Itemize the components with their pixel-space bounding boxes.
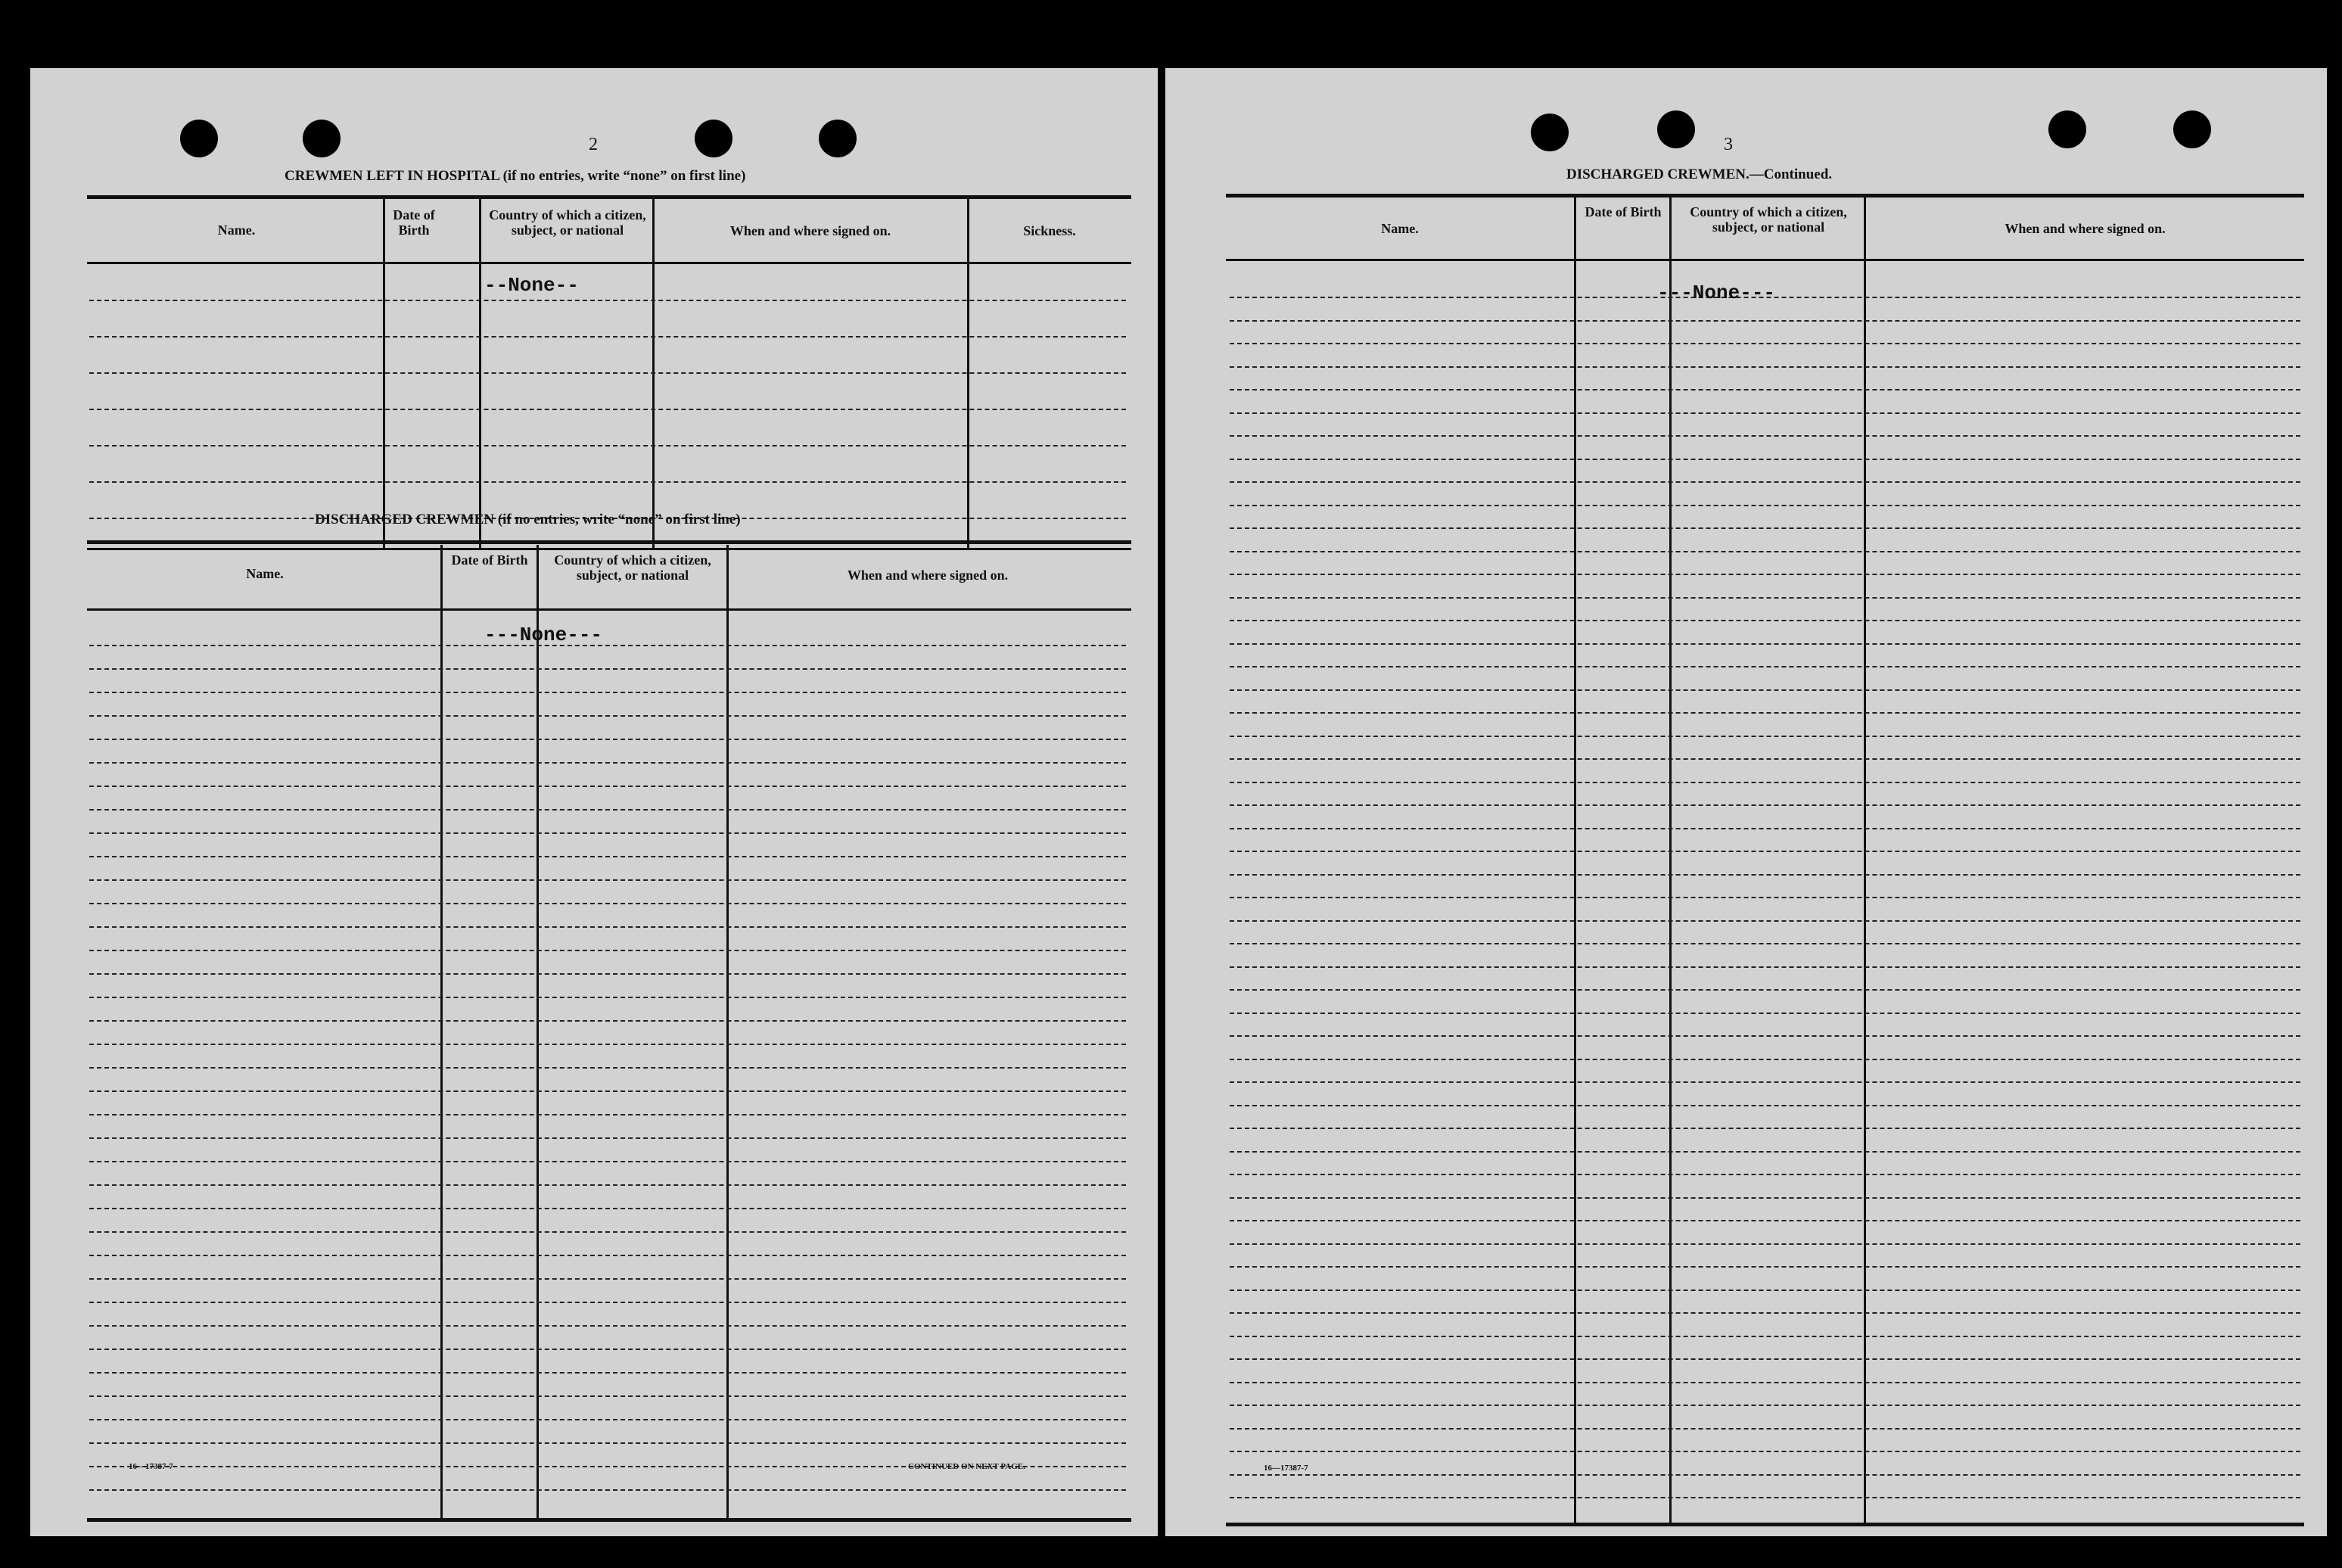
- entry-line: [89, 950, 1126, 951]
- entry-line: [89, 445, 1126, 446]
- typed-none-entry: ---None---: [484, 624, 603, 646]
- column-header-signed-on: When and where signed on.: [847, 568, 1009, 583]
- entry-line: [89, 372, 1126, 374]
- entry-line: [1230, 481, 2300, 483]
- entry-line: [1230, 874, 2300, 876]
- typed-none-entry: --None--: [484, 274, 579, 297]
- entry-line: [1230, 643, 2300, 645]
- entry-line: [1230, 1312, 2300, 1314]
- entry-line: [89, 1302, 1126, 1303]
- entry-line: [89, 336, 1126, 338]
- punch-hole: [1531, 114, 1569, 151]
- punch-hole: [1657, 110, 1695, 148]
- entry-line: [1230, 1451, 2300, 1452]
- entry-line: [1230, 1197, 2300, 1199]
- entry-line: [1230, 828, 2300, 829]
- column-header-name: Name.: [1381, 221, 1419, 236]
- entry-line: [1230, 804, 2300, 806]
- entry-line: [89, 645, 1126, 646]
- column-header-country: Country of which a citizen, subject, or national: [489, 207, 646, 238]
- table-top-rule: [1226, 194, 2304, 198]
- entry-line: [1230, 989, 2300, 991]
- entry-line: [89, 1325, 1126, 1327]
- entry-line: [89, 1419, 1126, 1420]
- punch-hole: [695, 120, 732, 157]
- entry-line: [1230, 966, 2300, 968]
- entry-line: [1230, 1105, 2300, 1106]
- punch-hole: [303, 120, 341, 157]
- column-header-name: Name.: [217, 222, 256, 238]
- entry-line: [89, 1395, 1126, 1397]
- form-number: 16—17387-7: [129, 1462, 173, 1471]
- entry-line: [89, 715, 1126, 717]
- entry-line: [1230, 758, 2300, 760]
- column-header-signed-on: When and where signed on.: [729, 223, 891, 238]
- entry-line: [89, 1044, 1126, 1045]
- entry-line: [1230, 1474, 2300, 1476]
- entry-line: [89, 762, 1126, 764]
- entry-line: [1230, 1382, 2300, 1383]
- entry-line: [89, 668, 1126, 670]
- entry-line: [1230, 343, 2300, 344]
- column-header-country: Country of which a citizen, subject, or national: [554, 552, 711, 583]
- column-header-country: Country of which a citizen, subject, or national: [1690, 204, 1847, 235]
- entry-line: [1230, 1266, 2300, 1268]
- entry-line: [1230, 320, 2300, 322]
- entry-line: [89, 1137, 1126, 1139]
- entry-line: [1230, 597, 2300, 599]
- page-number: 3: [1724, 135, 1733, 154]
- entry-line: [89, 300, 1126, 301]
- entry-line: [1230, 920, 2300, 922]
- entry-line: [89, 1442, 1126, 1444]
- column-header-date-of-birth: Date of Birth: [393, 207, 435, 238]
- entry-line: [89, 1184, 1126, 1186]
- typed-none-entry: ---None---: [1657, 282, 1776, 304]
- entry-line: [89, 1161, 1126, 1162]
- entry-line: [1230, 1035, 2300, 1037]
- discharged-continued-title: DISCHARGED CREWMEN.—Continued.: [1566, 166, 1833, 182]
- entry-line: [89, 926, 1126, 928]
- entry-line: [89, 1372, 1126, 1374]
- punch-hole: [2173, 110, 2211, 148]
- entry-line: [89, 1255, 1126, 1256]
- entry-line: [89, 832, 1126, 834]
- entry-line: [89, 1231, 1126, 1233]
- entry-line: [89, 997, 1126, 998]
- entry-line: [1230, 366, 2300, 368]
- table-top-rule: [87, 195, 1131, 199]
- discharged-section-title: DISCHARGED CREWMEN (if no entries, write “none” on first line): [315, 512, 741, 527]
- column-divider: [1864, 197, 1866, 1525]
- entry-line: [1230, 459, 2300, 460]
- entry-line: [1230, 1151, 2300, 1153]
- entry-line: [1230, 620, 2300, 621]
- entry-line: [89, 786, 1126, 787]
- entry-line: [1230, 1336, 2300, 1337]
- entry-line: [89, 481, 1126, 483]
- entry-line: [1230, 897, 2300, 898]
- entry-line: [89, 1090, 1126, 1092]
- entry-line: [89, 856, 1126, 857]
- column-header-sickness: Sickness.: [1023, 223, 1076, 238]
- column-header-date-of-birth: Date of Birth: [1585, 204, 1662, 219]
- entry-line: [89, 879, 1126, 881]
- entry-line: [1230, 689, 2300, 691]
- entry-line: [89, 1489, 1126, 1491]
- column-divider: [1669, 197, 1672, 1525]
- entry-line: [89, 1208, 1126, 1209]
- entry-line: [1230, 389, 2300, 390]
- entry-line: [89, 1278, 1126, 1280]
- entry-line: [1230, 527, 2300, 529]
- entry-line: [89, 809, 1126, 810]
- entry-line: [89, 1067, 1126, 1069]
- column-header-date-of-birth: Date of Birth: [451, 552, 528, 568]
- table-bottom-rule: [1226, 1523, 2304, 1526]
- entry-line: [1230, 1497, 2300, 1498]
- entry-line: [89, 973, 1126, 975]
- table-bottom-rule: [87, 548, 1131, 550]
- entry-line: [1230, 1128, 2300, 1129]
- header-rule: [87, 608, 1131, 611]
- entry-line: [1230, 1428, 2300, 1430]
- entry-line: [89, 692, 1126, 693]
- entry-line: [1230, 1405, 2300, 1406]
- punch-hole: [2048, 110, 2086, 148]
- entry-line: [1230, 574, 2300, 575]
- entry-line: [1230, 712, 2300, 714]
- entry-line: [89, 409, 1126, 410]
- entry-line: [1230, 1290, 2300, 1291]
- punch-hole: [819, 120, 857, 157]
- header-rule: [87, 262, 1131, 264]
- entry-line: [89, 903, 1126, 904]
- entry-line: [1230, 551, 2300, 552]
- page-number: 2: [589, 135, 598, 154]
- hospital-section-title: CREWMEN LEFT IN HOSPITAL (if no entries, write “none” on first line): [285, 168, 746, 184]
- entry-line: [1230, 943, 2300, 944]
- table-top-rule: [87, 540, 1131, 544]
- entry-line: [1230, 1174, 2300, 1175]
- entry-line: [89, 1349, 1126, 1350]
- entry-line: [1230, 1059, 2300, 1060]
- entry-line: [89, 1114, 1126, 1115]
- entry-line: [1230, 1358, 2300, 1360]
- entry-line: [1230, 736, 2300, 737]
- form-number: 16—17387-7: [1264, 1464, 1308, 1473]
- continued-note: CONTINUED ON NEXT PAGE.: [908, 1462, 1025, 1471]
- entry-line: [1230, 851, 2300, 852]
- entry-line: [1230, 1243, 2300, 1245]
- entry-line: [89, 739, 1126, 740]
- right-form-page: [1165, 68, 2327, 1536]
- entry-line: [1230, 782, 2300, 783]
- left-form-page: [30, 68, 1158, 1536]
- column-divider: [1574, 197, 1576, 1525]
- entry-line: [89, 1020, 1126, 1022]
- punch-hole: [180, 120, 218, 157]
- table-bottom-rule: [87, 1518, 1131, 1522]
- header-rule: [1226, 259, 2304, 261]
- column-header-name: Name.: [246, 566, 284, 581]
- entry-line: [1230, 1220, 2300, 1221]
- entry-line: [1230, 1081, 2300, 1083]
- entry-line: [1230, 1013, 2300, 1014]
- entry-line: [1230, 666, 2300, 667]
- entry-line: [1230, 505, 2300, 506]
- entry-line: [1230, 435, 2300, 437]
- column-header-signed-on: When and where signed on.: [2005, 221, 2166, 236]
- entry-line: [1230, 412, 2300, 414]
